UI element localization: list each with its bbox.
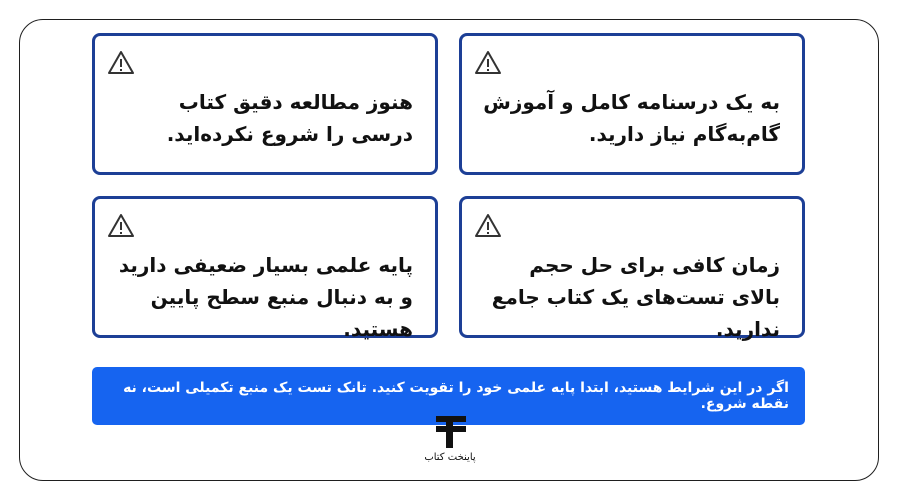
brand-logo-text: پاینخت کتاب [424,452,476,463]
warning-card-text: هنوز مطالعه دقیق کتاب درسی را شروع نکرده‌اید. [166,90,413,146]
advice-banner-text: اگر در این شرایط هستید، ابتدا پایه علمی خود را تقویت کنید. تانک تست یک منبع تکمیلی است، نه نقطه شروع. [123,380,789,412]
warning-card-4 [92,196,438,341]
warning-card-text: به یک درسنامه کامل و آموزش گام‌به‌گام نیاز دارید. [483,90,780,146]
warning-card-text: پایه علمی بسیار ضعیفی دارید و به دنبال منبع سطح پایین هستید. [118,253,413,341]
warning-card-2 [92,33,438,175]
warning-triangle-icon [474,213,502,239]
warning-card-1 [459,33,805,175]
warning-triangle-icon [107,50,135,76]
warning-triangle-icon [474,50,502,76]
brand-logo-mark-icon [434,414,468,450]
brand-logo [410,414,490,470]
warning-card-3 [459,196,805,341]
warning-card-text: زمان کافی برای حل حجم بالای تست‌های یک کتاب جامع ندارید. [491,253,780,341]
warning-triangle-icon [107,213,135,239]
